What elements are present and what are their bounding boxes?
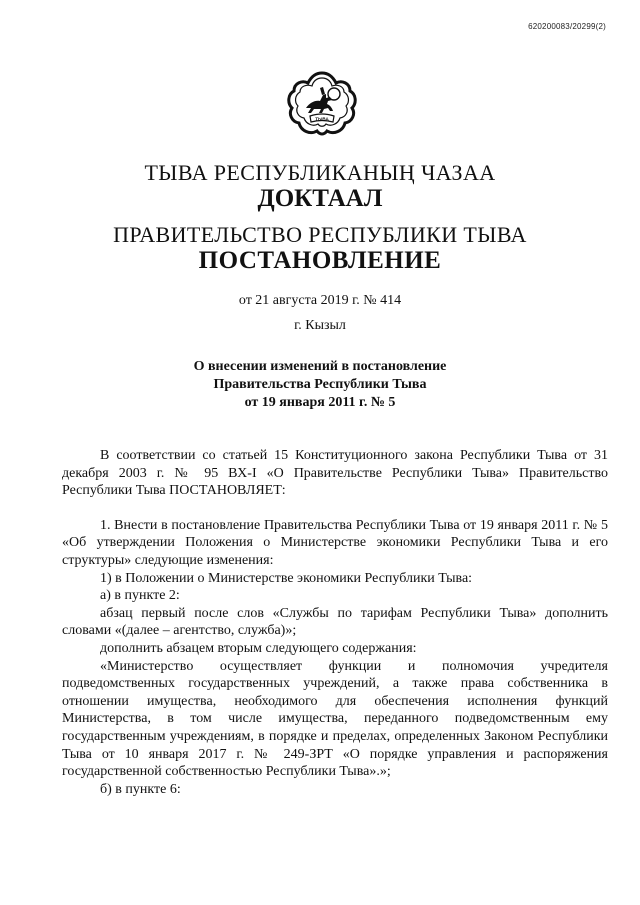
resolution-subject	[150, 358, 490, 412]
paragraph-subitem-a: а) в пункте 2:	[100, 588, 180, 604]
subject-line: О внесении изменений в постановление	[193, 359, 447, 374]
resolution-city: г. Кызыл	[294, 318, 346, 333]
paragraph-text: дополнить абзацем вторым следующего содержания:	[100, 640, 417, 656]
subject-line: Правительства Республики Тыва	[213, 377, 427, 392]
paragraph-subitem-1: 1) в Положении о Министерстве экономики Республики Тыва:	[100, 570, 473, 586]
paragraph-subitem-b: б) в пункте 6:	[100, 781, 181, 797]
resolution-date: от 21 августа 2019 г. № 414	[238, 293, 402, 308]
paragraph-preamble: В соответствии со статьей 15 Конституционного закона Республики Тыва от 31 декабря 2003 г. № 95 ВХ-I «О Правительстве Республики Тыва» Правительство Республики Тыва ПОСТАНОВЛЯЕТ:	[62, 448, 608, 499]
header-tyva-government: ТЫВА РЕСПУБЛИКАНЫҢ ЧАЗАА	[144, 160, 496, 185]
paragraph-quote: «Министерство осуществляет функции и полномочия учредителя подведомственных государственных учреждений, а также права собственника в отношении имущества, необходимого для обеспечения исполнения функций Министерства, в том числе имущества, переданного подведомственным ему государственным учреждениям, в порядке и пределах, определенных Законом Республики Тыва от 10 января 2017 г. № 249-ЗРТ «О порядке управления и распоряжения государственной собственностью Республики Тыва».»;	[62, 658, 608, 780]
emblem-ribbon-text: ТЫВА	[315, 116, 329, 122]
header-government: ПРАВИТЕЛЬСТВО РЕСПУБЛИКИ ТЫВА	[113, 222, 527, 247]
paragraph-text: абзац первый после слов «Службы по тарифам Республики Тыва» дополнить словами «(далее – агентство, служба)»;	[62, 605, 608, 639]
document-number: 620200083/20299(2)	[528, 22, 606, 31]
tyva-emblem-icon	[286, 70, 358, 138]
subject-line: от 19 января 2011 г. № 5	[244, 395, 396, 410]
header-doktaal: ДОКТААЛ	[257, 185, 383, 212]
paragraph-item-1: 1. Внести в постановление Правительства Республики Тыва от 19 января 2011 г. № 5 «Об утверждении Положения о Министерстве экономики Республики Тыва и его структуры» следующие изменения:	[62, 517, 608, 568]
header-resolution: ПОСТАНОВЛЕНИЕ	[198, 247, 442, 274]
document-body	[62, 447, 608, 798]
